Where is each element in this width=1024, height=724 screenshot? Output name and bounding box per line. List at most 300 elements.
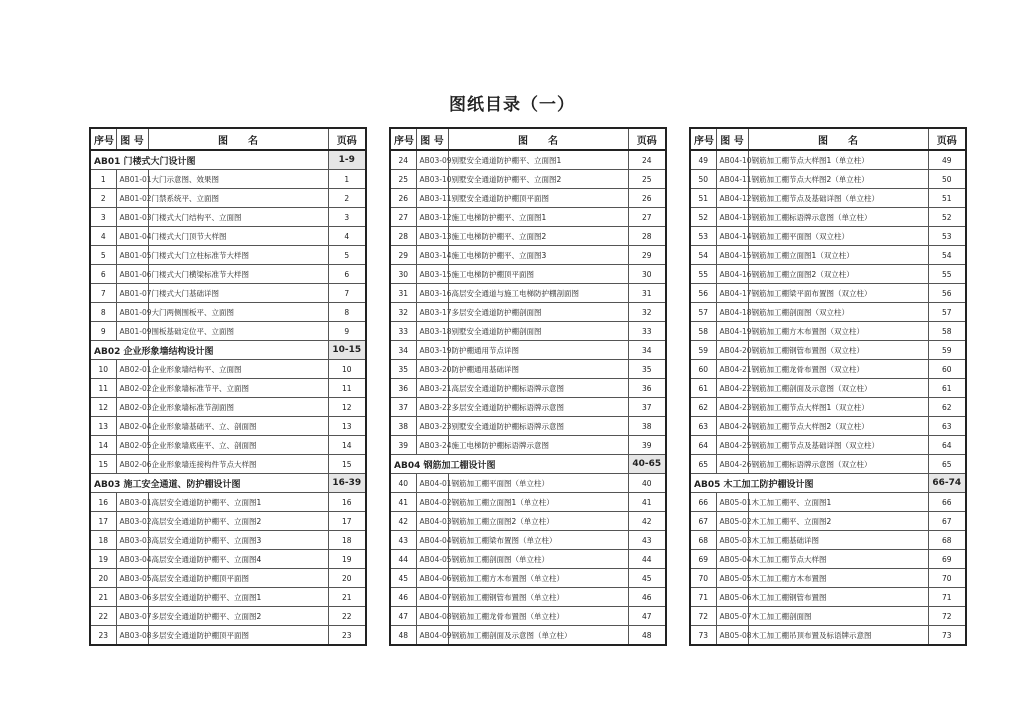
- code-cell: AB04-21: [716, 360, 748, 379]
- code-cell: AB01-04: [116, 227, 148, 246]
- page-cell: 37: [628, 398, 666, 417]
- seq-cell: 37: [390, 398, 416, 417]
- page-cell: 4: [328, 227, 366, 246]
- seq-cell: 19: [90, 550, 116, 569]
- code-cell: AB03-15: [416, 265, 448, 284]
- seq-cell: 44: [390, 550, 416, 569]
- name-cell: 高层安全通道防护棚平、立面图1: [148, 493, 328, 512]
- table-row: [90, 284, 366, 303]
- page-cell: 14: [328, 436, 366, 455]
- seq-cell: 40: [390, 474, 416, 493]
- page-cell: 58: [928, 322, 966, 341]
- header-page: 页码: [628, 128, 666, 150]
- seq-cell: 66: [690, 493, 716, 512]
- page-cell: 60: [928, 360, 966, 379]
- name-cell: 门楼式大门顶节大样图: [148, 227, 328, 246]
- code-cell: AB01-05: [116, 246, 148, 265]
- name-cell: 钢筋加工棚节点及基础详图（双立柱）: [748, 436, 928, 455]
- seq-cell: 59: [690, 341, 716, 360]
- seq-cell: 4: [90, 227, 116, 246]
- table-row: [390, 379, 666, 398]
- table-row: [690, 170, 966, 189]
- table-row: [690, 436, 966, 455]
- table-row: [390, 322, 666, 341]
- seq-cell: 68: [690, 531, 716, 550]
- page-cell: 56: [928, 284, 966, 303]
- code-cell: AB04-15: [716, 246, 748, 265]
- table-row: [390, 360, 666, 379]
- seq-cell: 13: [90, 417, 116, 436]
- section-pages: 66-74: [928, 474, 966, 493]
- header-code: 图 号: [716, 128, 748, 150]
- name-cell: 围板基础定位平、立面图: [148, 322, 328, 341]
- table-row: [690, 569, 966, 588]
- table-row: [390, 265, 666, 284]
- seq-cell: 36: [390, 379, 416, 398]
- header-name: 图 名: [748, 128, 928, 150]
- seq-cell: 15: [90, 455, 116, 474]
- code-cell: AB05-04: [716, 550, 748, 569]
- name-cell: 钢筋加工棚节点大样图2（单立柱）: [748, 170, 928, 189]
- table-row: [390, 569, 666, 588]
- name-cell: 钢筋加工棚节点大样图1（单立柱）: [748, 150, 928, 170]
- name-cell: 施工电梯防护棚平、立面图3: [448, 246, 628, 265]
- code-cell: AB03-18: [416, 322, 448, 341]
- page-cell: 64: [928, 436, 966, 455]
- code-cell: AB01-09: [116, 303, 148, 322]
- code-cell: AB04-04: [416, 531, 448, 550]
- code-cell: AB03-09: [416, 150, 448, 170]
- table-row: [690, 341, 966, 360]
- name-cell: 防护棚通用基础详图: [448, 360, 628, 379]
- code-cell: AB04-13: [716, 208, 748, 227]
- name-cell: 多层安全通道防护棚剖面图: [448, 303, 628, 322]
- table-row: [690, 265, 966, 284]
- page-cell: 8: [328, 303, 366, 322]
- seq-cell: 60: [690, 360, 716, 379]
- table-row: [690, 246, 966, 265]
- seq-cell: 14: [90, 436, 116, 455]
- page-cell: 9: [328, 322, 366, 341]
- code-cell: AB02-04: [116, 417, 148, 436]
- name-cell: 高层安全通道防护棚平、立面图2: [148, 512, 328, 531]
- name-cell: 别墅安全通道防护棚平、立面图1: [448, 150, 628, 170]
- table-row: [90, 398, 366, 417]
- name-cell: 多层安全通道防护棚标语牌示意图: [448, 398, 628, 417]
- code-cell: AB04-01: [416, 474, 448, 493]
- table-row: [690, 531, 966, 550]
- table-row: [390, 303, 666, 322]
- name-cell: 木工加工棚平、立面图2: [748, 512, 928, 531]
- seq-cell: 62: [690, 398, 716, 417]
- page-cell: 11: [328, 379, 366, 398]
- page-cell: 68: [928, 531, 966, 550]
- page-cell: 27: [628, 208, 666, 227]
- code-cell: AB03-03: [116, 531, 148, 550]
- code-cell: AB02-02: [116, 379, 148, 398]
- index-table-2: [389, 127, 667, 646]
- code-cell: AB04-14: [716, 227, 748, 246]
- index-table-1: [89, 127, 367, 646]
- table-row: [390, 474, 666, 493]
- page-cell: 44: [628, 550, 666, 569]
- code-cell: AB03-12: [416, 208, 448, 227]
- page-cell: 30: [628, 265, 666, 284]
- seq-cell: 23: [90, 626, 116, 646]
- code-cell: AB04-09: [416, 626, 448, 646]
- table-row: [90, 189, 366, 208]
- seq-cell: 2: [90, 189, 116, 208]
- code-cell: AB04-11: [716, 170, 748, 189]
- name-cell: 高层安全通道与施工电梯防护棚剖面图: [448, 284, 628, 303]
- seq-cell: 31: [390, 284, 416, 303]
- code-cell: AB03-16: [416, 284, 448, 303]
- code-cell: AB03-22: [416, 398, 448, 417]
- page-cell: 39: [628, 436, 666, 455]
- seq-cell: 11: [90, 379, 116, 398]
- code-cell: AB04-17: [716, 284, 748, 303]
- section-pages: 1-9: [328, 150, 366, 170]
- seq-cell: 71: [690, 588, 716, 607]
- code-cell: AB04-16: [716, 265, 748, 284]
- code-cell: AB01-09: [116, 322, 148, 341]
- header-code: 图 号: [416, 128, 448, 150]
- code-cell: AB03-21: [416, 379, 448, 398]
- code-cell: AB03-07: [116, 607, 148, 626]
- table-row: [90, 512, 366, 531]
- table-row: [90, 455, 366, 474]
- table-row: [90, 569, 366, 588]
- table-row: [690, 303, 966, 322]
- table-row: [690, 227, 966, 246]
- code-cell: AB04-12: [716, 189, 748, 208]
- page-cell: 70: [928, 569, 966, 588]
- table-row: [690, 189, 966, 208]
- seq-cell: 5: [90, 246, 116, 265]
- code-cell: AB02-01: [116, 360, 148, 379]
- page-cell: 17: [328, 512, 366, 531]
- seq-cell: 21: [90, 588, 116, 607]
- header-name: 图 名: [148, 128, 328, 150]
- code-cell: AB03-10: [416, 170, 448, 189]
- name-cell: 钢筋加工棚标语牌示意图（双立柱）: [748, 455, 928, 474]
- code-cell: AB02-06: [116, 455, 148, 474]
- name-cell: 施工电梯防护棚标语牌示意图: [448, 436, 628, 455]
- code-cell: AB05-05: [716, 569, 748, 588]
- header-code: 图 号: [116, 128, 148, 150]
- table-row: [690, 208, 966, 227]
- name-cell: 大门示意图、效果图: [148, 170, 328, 189]
- name-cell: 门楼式大门基础详图: [148, 284, 328, 303]
- seq-cell: 1: [90, 170, 116, 189]
- code-cell: AB03-24: [416, 436, 448, 455]
- table-row: [390, 417, 666, 436]
- table-row: [390, 284, 666, 303]
- name-cell: 钢筋加工棚钢管布置图（单立柱）: [448, 588, 628, 607]
- seq-cell: 3: [90, 208, 116, 227]
- page-cell: 54: [928, 246, 966, 265]
- table-row: [690, 284, 966, 303]
- code-cell: AB04-03: [416, 512, 448, 531]
- name-cell: 钢筋加工棚立面图1（双立柱）: [748, 246, 928, 265]
- seq-cell: 48: [390, 626, 416, 646]
- page-cell: 50: [928, 170, 966, 189]
- page-cell: 69: [928, 550, 966, 569]
- code-cell: AB04-02: [416, 493, 448, 512]
- seq-cell: 39: [390, 436, 416, 455]
- header-row: [90, 128, 366, 150]
- name-cell: 高层安全通道防护棚平、立面图3: [148, 531, 328, 550]
- name-cell: 多层安全通道防护棚平、立面图2: [148, 607, 328, 626]
- seq-cell: 56: [690, 284, 716, 303]
- table-row: [90, 379, 366, 398]
- seq-cell: 55: [690, 265, 716, 284]
- seq-cell: 26: [390, 189, 416, 208]
- name-cell: 钢筋加工棚剖面图（双立柱）: [748, 303, 928, 322]
- section-title: AB01 门楼式大门设计图: [90, 150, 328, 170]
- seq-cell: 65: [690, 455, 716, 474]
- page-cell: 25: [628, 170, 666, 189]
- name-cell: 钢筋加工棚方木布置图（双立柱）: [748, 322, 928, 341]
- table-row: [90, 493, 366, 512]
- seq-cell: 51: [690, 189, 716, 208]
- header-page: 页码: [928, 128, 966, 150]
- code-cell: AB04-23: [716, 398, 748, 417]
- page-cell: 72: [928, 607, 966, 626]
- page-cell: 71: [928, 588, 966, 607]
- table-row: [90, 360, 366, 379]
- code-cell: AB05-08: [716, 626, 748, 646]
- table-row: [690, 322, 966, 341]
- table-row: [690, 550, 966, 569]
- name-cell: 企业形象墙标准节平、立面图: [148, 379, 328, 398]
- name-cell: 高层安全通道防护棚顶平面图: [148, 569, 328, 588]
- table-row: [90, 607, 366, 626]
- section-row: [690, 474, 966, 493]
- name-cell: 木工加工棚钢管布置图: [748, 588, 928, 607]
- seq-cell: 52: [690, 208, 716, 227]
- seq-cell: 7: [90, 284, 116, 303]
- table-row: [690, 626, 966, 646]
- name-cell: 企业形象墙结构平、立面图: [148, 360, 328, 379]
- page-cell: 73: [928, 626, 966, 646]
- page-cell: 6: [328, 265, 366, 284]
- table-row: [690, 512, 966, 531]
- section-row: [90, 341, 366, 360]
- seq-cell: 50: [690, 170, 716, 189]
- name-cell: 施工电梯防护棚平、立面图2: [448, 227, 628, 246]
- table-row: [390, 512, 666, 531]
- page-cell: 10: [328, 360, 366, 379]
- seq-cell: 34: [390, 341, 416, 360]
- page-cell: 51: [928, 189, 966, 208]
- table-row: [690, 455, 966, 474]
- code-cell: AB02-03: [116, 398, 148, 417]
- page-cell: 28: [628, 227, 666, 246]
- code-cell: AB05-06: [716, 588, 748, 607]
- page-cell: 53: [928, 227, 966, 246]
- section-row: [90, 474, 366, 493]
- table-row: [390, 189, 666, 208]
- table-row: [90, 531, 366, 550]
- page-cell: 59: [928, 341, 966, 360]
- section-row: [90, 150, 366, 170]
- table-row: [90, 303, 366, 322]
- code-cell: AB05-02: [716, 512, 748, 531]
- name-cell: 企业形象墙基础平、立、剖面图: [148, 417, 328, 436]
- seq-cell: 16: [90, 493, 116, 512]
- name-cell: 门楼式大门横梁标准节大样图: [148, 265, 328, 284]
- seq-cell: 72: [690, 607, 716, 626]
- code-cell: AB03-23: [416, 417, 448, 436]
- seq-cell: 67: [690, 512, 716, 531]
- page-cell: 20: [328, 569, 366, 588]
- page-cell: 29: [628, 246, 666, 265]
- seq-cell: 38: [390, 417, 416, 436]
- name-cell: 高层安全通道防护棚平、立面图4: [148, 550, 328, 569]
- name-cell: 大门两侧围板平、立面图: [148, 303, 328, 322]
- name-cell: 多层安全通道防护棚顶平面图: [148, 626, 328, 646]
- code-cell: AB03-05: [116, 569, 148, 588]
- code-cell: AB01-06: [116, 265, 148, 284]
- seq-cell: 63: [690, 417, 716, 436]
- table-row: [390, 607, 666, 626]
- name-cell: 别墅安全通道防护棚平、立面图2: [448, 170, 628, 189]
- table-row: [390, 341, 666, 360]
- table-row: [90, 265, 366, 284]
- table-row: [90, 227, 366, 246]
- page-cell: 13: [328, 417, 366, 436]
- page-cell: 63: [928, 417, 966, 436]
- seq-cell: 53: [690, 227, 716, 246]
- table-row: [90, 246, 366, 265]
- seq-cell: 46: [390, 588, 416, 607]
- code-cell: AB04-07: [416, 588, 448, 607]
- seq-cell: 27: [390, 208, 416, 227]
- seq-cell: 9: [90, 322, 116, 341]
- seq-cell: 29: [390, 246, 416, 265]
- code-cell: AB03-01: [116, 493, 148, 512]
- name-cell: 钢筋加工棚标语牌示意图（单立柱）: [748, 208, 928, 227]
- page-cell: 52: [928, 208, 966, 227]
- seq-cell: 61: [690, 379, 716, 398]
- page-cell: 57: [928, 303, 966, 322]
- name-cell: 别墅安全通道防护棚标语牌示意图: [448, 417, 628, 436]
- table-row: [90, 417, 366, 436]
- seq-cell: 47: [390, 607, 416, 626]
- page-cell: 24: [628, 150, 666, 170]
- table-row: [90, 550, 366, 569]
- seq-cell: 49: [690, 150, 716, 170]
- page-cell: 5: [328, 246, 366, 265]
- page-cell: 7: [328, 284, 366, 303]
- page-cell: 47: [628, 607, 666, 626]
- table-row: [90, 322, 366, 341]
- section-title: AB03 施工安全通道、防护棚设计图: [90, 474, 328, 493]
- page-cell: 45: [628, 569, 666, 588]
- name-cell: 钢筋加工棚剖面图（单立柱）: [448, 550, 628, 569]
- code-cell: AB04-18: [716, 303, 748, 322]
- table-row: [90, 436, 366, 455]
- page-cell: 21: [328, 588, 366, 607]
- table-row: [390, 227, 666, 246]
- name-cell: 钢筋加工棚方木布置图（单立柱）: [448, 569, 628, 588]
- seq-cell: 6: [90, 265, 116, 284]
- header-page: 页码: [328, 128, 366, 150]
- page-cell: 18: [328, 531, 366, 550]
- name-cell: 企业形象墙连接构件节点大样图: [148, 455, 328, 474]
- name-cell: 钢筋加工棚梁平面布置图（双立柱）: [748, 284, 928, 303]
- code-cell: AB04-19: [716, 322, 748, 341]
- table-row: [90, 588, 366, 607]
- name-cell: 企业形象墙底座平、立、剖面图: [148, 436, 328, 455]
- seq-cell: 42: [390, 512, 416, 531]
- seq-cell: 45: [390, 569, 416, 588]
- name-cell: 施工电梯防护棚平、立面图1: [448, 208, 628, 227]
- header-seq: 序号: [90, 128, 116, 150]
- page-cell: 16: [328, 493, 366, 512]
- page-cell: 26: [628, 189, 666, 208]
- name-cell: 钢筋加工棚剖面及示意图（双立柱）: [748, 379, 928, 398]
- code-cell: AB03-11: [416, 189, 448, 208]
- code-cell: AB05-03: [716, 531, 748, 550]
- table-row: [390, 246, 666, 265]
- name-cell: 钢筋加工棚龙骨布置图（单立柱）: [448, 607, 628, 626]
- name-cell: 钢筋加工棚节点及基础详图（单立柱）: [748, 189, 928, 208]
- name-cell: 木工加工棚吊顶布置及标语牌示意图: [748, 626, 928, 646]
- code-cell: AB03-19: [416, 341, 448, 360]
- code-cell: AB05-07: [716, 607, 748, 626]
- code-cell: AB04-24: [716, 417, 748, 436]
- page-cell: 1: [328, 170, 366, 189]
- page-cell: 42: [628, 512, 666, 531]
- seq-cell: 30: [390, 265, 416, 284]
- page-title: 图纸目录（一）: [449, 95, 575, 115]
- seq-cell: 32: [390, 303, 416, 322]
- seq-cell: 73: [690, 626, 716, 646]
- seq-cell: 28: [390, 227, 416, 246]
- page-cell: 22: [328, 607, 366, 626]
- table-row: [690, 588, 966, 607]
- page-cell: 32: [628, 303, 666, 322]
- table-row: [690, 360, 966, 379]
- page-cell: 62: [928, 398, 966, 417]
- name-cell: 钢筋加工棚龙骨布置图（双立柱）: [748, 360, 928, 379]
- header-seq: 序号: [690, 128, 716, 150]
- section-title: AB04 钢筋加工棚设计图: [390, 455, 628, 474]
- name-cell: 别墅安全通道防护棚顶平面图: [448, 189, 628, 208]
- name-cell: 木工加工棚剖面图: [748, 607, 928, 626]
- code-cell: AB03-08: [116, 626, 148, 646]
- code-cell: AB03-17: [416, 303, 448, 322]
- page-cell: 48: [628, 626, 666, 646]
- seq-cell: 69: [690, 550, 716, 569]
- name-cell: 钢筋加工棚节点大样图1（双立柱）: [748, 398, 928, 417]
- page-cell: 19: [328, 550, 366, 569]
- code-cell: AB03-06: [116, 588, 148, 607]
- name-cell: 木工加工棚节点大样图: [748, 550, 928, 569]
- code-cell: AB01-02: [116, 189, 148, 208]
- page-cell: 41: [628, 493, 666, 512]
- name-cell: 门楼式大门立柱标准节大样图: [148, 246, 328, 265]
- page-cell: 67: [928, 512, 966, 531]
- page-cell: 31: [628, 284, 666, 303]
- code-cell: AB03-02: [116, 512, 148, 531]
- seq-cell: 43: [390, 531, 416, 550]
- page-cell: 33: [628, 322, 666, 341]
- name-cell: 防护棚通用节点详图: [448, 341, 628, 360]
- code-cell: AB05-01: [716, 493, 748, 512]
